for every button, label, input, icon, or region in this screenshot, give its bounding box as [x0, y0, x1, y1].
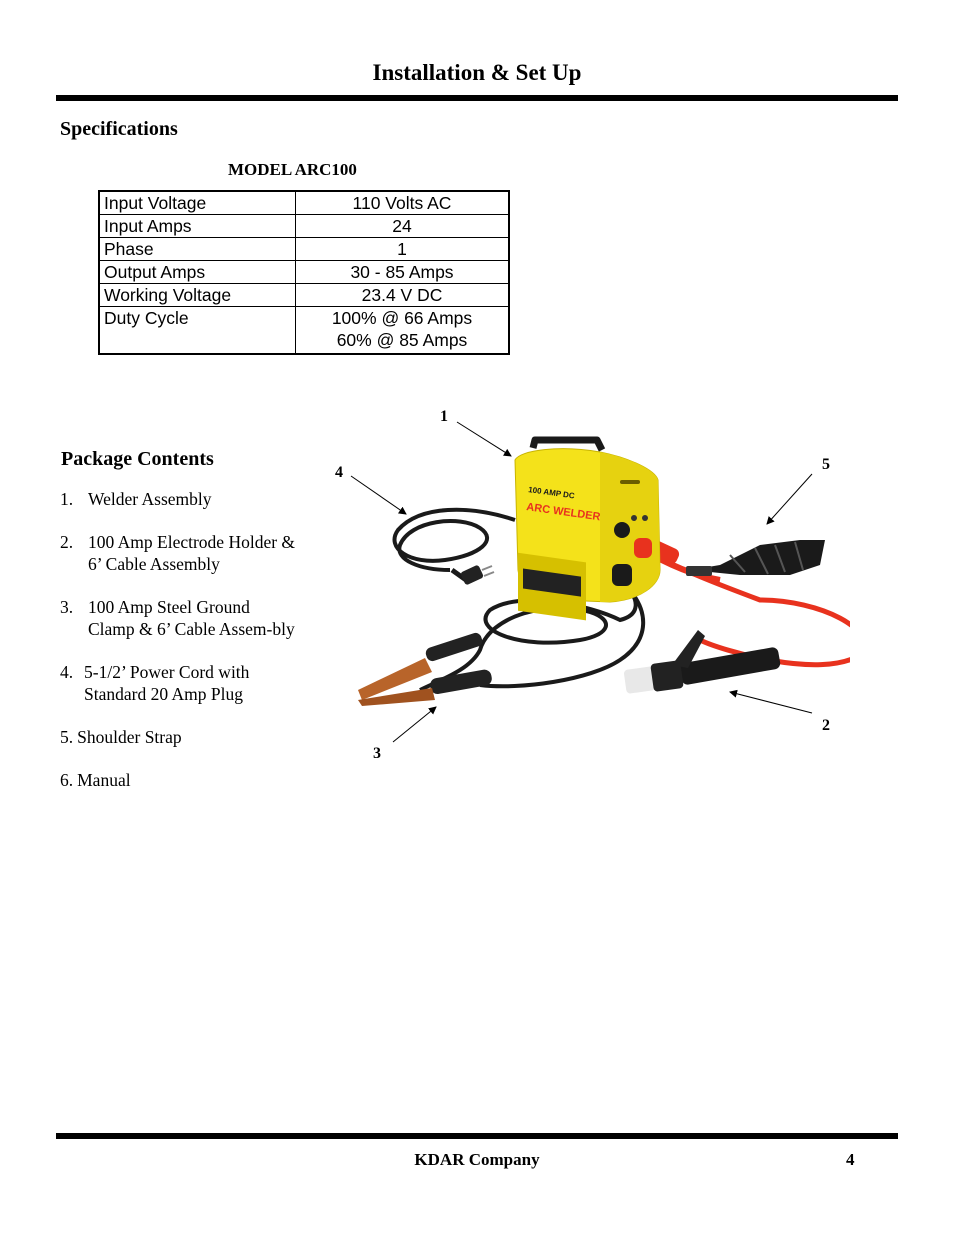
table-row [99, 215, 509, 238]
spec-value: 24 [296, 215, 510, 238]
spec-value [296, 307, 510, 355]
specifications-table [98, 190, 510, 355]
power-cord-image [395, 510, 515, 586]
callout-4: 4 [335, 464, 343, 481]
list-item-number: 3. [60, 597, 74, 617]
duty-value-1: 100% @ 66 Amps [331, 308, 473, 328]
table-row-duty-cycle [99, 307, 509, 355]
package-contents-heading: Package Contents [61, 448, 214, 470]
spec-value: 23.4 V DC [296, 284, 510, 307]
table-row [99, 238, 509, 261]
model-label: MODEL ARC100 [228, 160, 357, 179]
spec-value: 30 - 85 Amps [296, 261, 510, 284]
callout-3: 3 [373, 745, 381, 762]
ground-clamp-cable-image [358, 585, 643, 706]
list-item-number: 1. [60, 489, 74, 509]
list-item [60, 769, 310, 791]
list-item [60, 531, 310, 575]
specifications-heading: Specifications [60, 118, 178, 140]
package-contents-list [60, 488, 310, 812]
table-row [99, 284, 509, 307]
list-item [60, 488, 310, 510]
list-item-number: 6. [60, 770, 74, 790]
list-item-number: 4. [60, 662, 74, 682]
spec-value: 110 Volts AC [296, 191, 510, 215]
list-item-text: Shoulder Strap [77, 727, 182, 747]
callout-1: 1 [440, 408, 448, 425]
welder-label-top: 100 AMP DC [527, 485, 576, 501]
list-item [60, 661, 310, 705]
welder-body-image [515, 440, 660, 620]
table-row [99, 261, 509, 284]
spec-label: Phase [99, 238, 296, 261]
list-item-text: 100 Amp Steel Ground Clamp & 6’ Cable Assem-bly [88, 597, 295, 639]
shoulder-strap-image [686, 540, 825, 576]
footer-rule [56, 1133, 898, 1139]
spec-label: Input Amps [99, 215, 296, 238]
spec-label: Output Amps [99, 261, 296, 284]
list-item-text: 5-1/2’ Power Cord with Standard 20 Amp Plug [84, 662, 250, 704]
footer-company: KDAR Company [414, 1150, 540, 1169]
callout-5: 5 [822, 456, 830, 473]
header-rule [56, 95, 898, 101]
list-item-text: 100 Amp Electrode Holder & 6’ Cable Assembly [88, 532, 296, 574]
table-row [99, 191, 509, 215]
page-number: 4 [846, 1150, 855, 1169]
list-item [60, 726, 310, 748]
spec-value: 1 [296, 238, 510, 261]
spec-label: Input Voltage [99, 191, 296, 215]
spec-label: Duty Cycle [99, 307, 296, 355]
welder-label-main: ARC WELDER [525, 501, 602, 524]
product-illustration [330, 400, 850, 770]
page-title: Installation & Set Up [372, 60, 582, 85]
duty-value-2: 60% @ 85 Amps [336, 330, 468, 350]
list-item-number: 2. [60, 532, 74, 552]
list-item-text: Welder Assembly [88, 489, 212, 509]
spec-label: Working Voltage [99, 284, 296, 307]
amperage-knob-icon [614, 522, 630, 538]
list-item-number: 5. [60, 727, 74, 747]
list-item-text: Manual [77, 770, 131, 790]
callout-2: 2 [822, 717, 830, 734]
list-item [60, 596, 310, 640]
